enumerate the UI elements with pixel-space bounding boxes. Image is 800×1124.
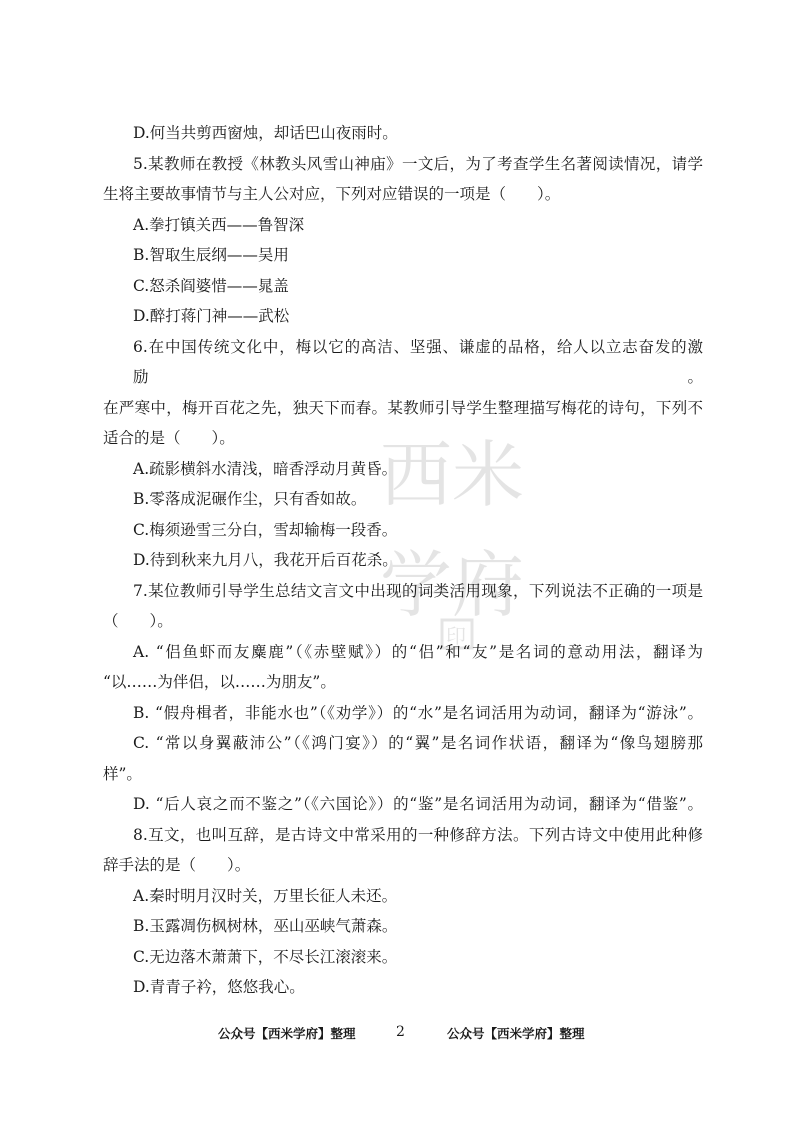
option-a-q5: A.拳打镇关西——鲁智深 — [133, 215, 305, 234]
option-d-q7: D. “后人哀之而不鉴之”（《六国论》）的“鉴”是名词活用为动词，翻译为“借鉴”。 — [133, 795, 703, 813]
option-c-q7-line-2: 样”。 — [103, 764, 142, 783]
question-5-line-1: 5.某教师在教授《林教头风雪山神庙》一文后，为了考查学生名著阅读情况，请学 — [133, 154, 703, 173]
option-b-q7: B. “假舟楫者，非能水也”（《劝学》）的“水”是名词活用为动词，翻译为“游泳”。 — [133, 703, 703, 722]
option-c-q5: C.怒杀阎婆惜——晁盖 — [133, 276, 289, 295]
option-b-q6: B.零落成泥碾作尘，只有香如故。 — [133, 490, 367, 508]
question-6-line-3: 适合的是（ ）。 — [103, 429, 235, 447]
page-number: 2 — [396, 1024, 405, 1040]
option-b-q5: B.智取生辰纲——吴用 — [133, 246, 289, 264]
option-a-q7-line-1: A. “侣鱼虾而友麋鹿”（《赤壁赋》）的“侣”和“友”是名词的意动用法，翻译为 — [133, 642, 703, 661]
option-d-q6: D.待到秋来九月八，我花开后百花杀。 — [133, 551, 398, 569]
question-6-line-1: 6.在中国传统文化中，梅以它的高洁、坚强、谦虚的品格，给人以立志奋发的激励。 — [133, 337, 703, 386]
watermark-seal-text: 印 — [446, 624, 466, 648]
footer-right-text: 公众号【西米学府】整理 — [447, 1026, 585, 1041]
question-6-line-2: 在严寒中，梅开百花之先，独天下而春。某教师引导学生整理描写梅花的诗句，下列不 — [103, 398, 703, 417]
question-7-line-1: 7.某位教师引导学生总结文言文中出现的词类活用现象，下列说法不正确的一项是 — [133, 581, 703, 600]
question-8-line-2: 辞手法的是（ ）。 — [103, 856, 251, 874]
option-a-q7-line-2: “以……为伴侣，以……为朋友”。 — [103, 673, 336, 691]
page-content — [103, 118, 703, 1003]
option-b-q8: B.玉露凋伤枫树林，巫山巫峡气萧森。 — [133, 917, 398, 935]
page-footer — [0, 1024, 800, 1048]
footer-left-text: 公众号【西米学府】整理 — [218, 1026, 356, 1041]
watermark-text-2: 学府 — [380, 543, 525, 627]
option-c-q8: C.无边落木萧萧下，不尽长江滚滚来。 — [133, 947, 398, 966]
option-a-q8: A.秦时明月汉时关，万里长征人未还。 — [133, 886, 398, 905]
question-8-line-1: 8.互文，也叫互辞，是古诗文中常采用的一种修辞方法。下列古诗文中使用此种修 — [133, 825, 703, 844]
question-5-line-2: 生将主要故事情节与主人公对应，下列对应错误的一项是（ ）。 — [103, 185, 561, 203]
question-7-line-2: （ ）。 — [103, 612, 173, 630]
option-c-q6: C.梅须逊雪三分白，雪却输梅一段香。 — [133, 520, 398, 539]
option-d-q4: D.何当共剪西窗烛，却话巴山夜雨时。 — [133, 124, 398, 142]
option-d-q5: D.醉打蒋门神——武松 — [133, 307, 290, 325]
option-a-q6: A.疏影横斜水清浅，暗香浮动月黄昏。 — [133, 459, 398, 478]
option-d-q8: D.青青子衿，悠悠我心。 — [133, 978, 305, 996]
option-c-q7-line-1: C. “常以身翼蔽沛公”（《鸿门宴》）的“翼”是名词作状语，翻译为“像鸟翅膀那 — [133, 734, 703, 752]
watermark-text-1: 西米 — [380, 433, 525, 517]
